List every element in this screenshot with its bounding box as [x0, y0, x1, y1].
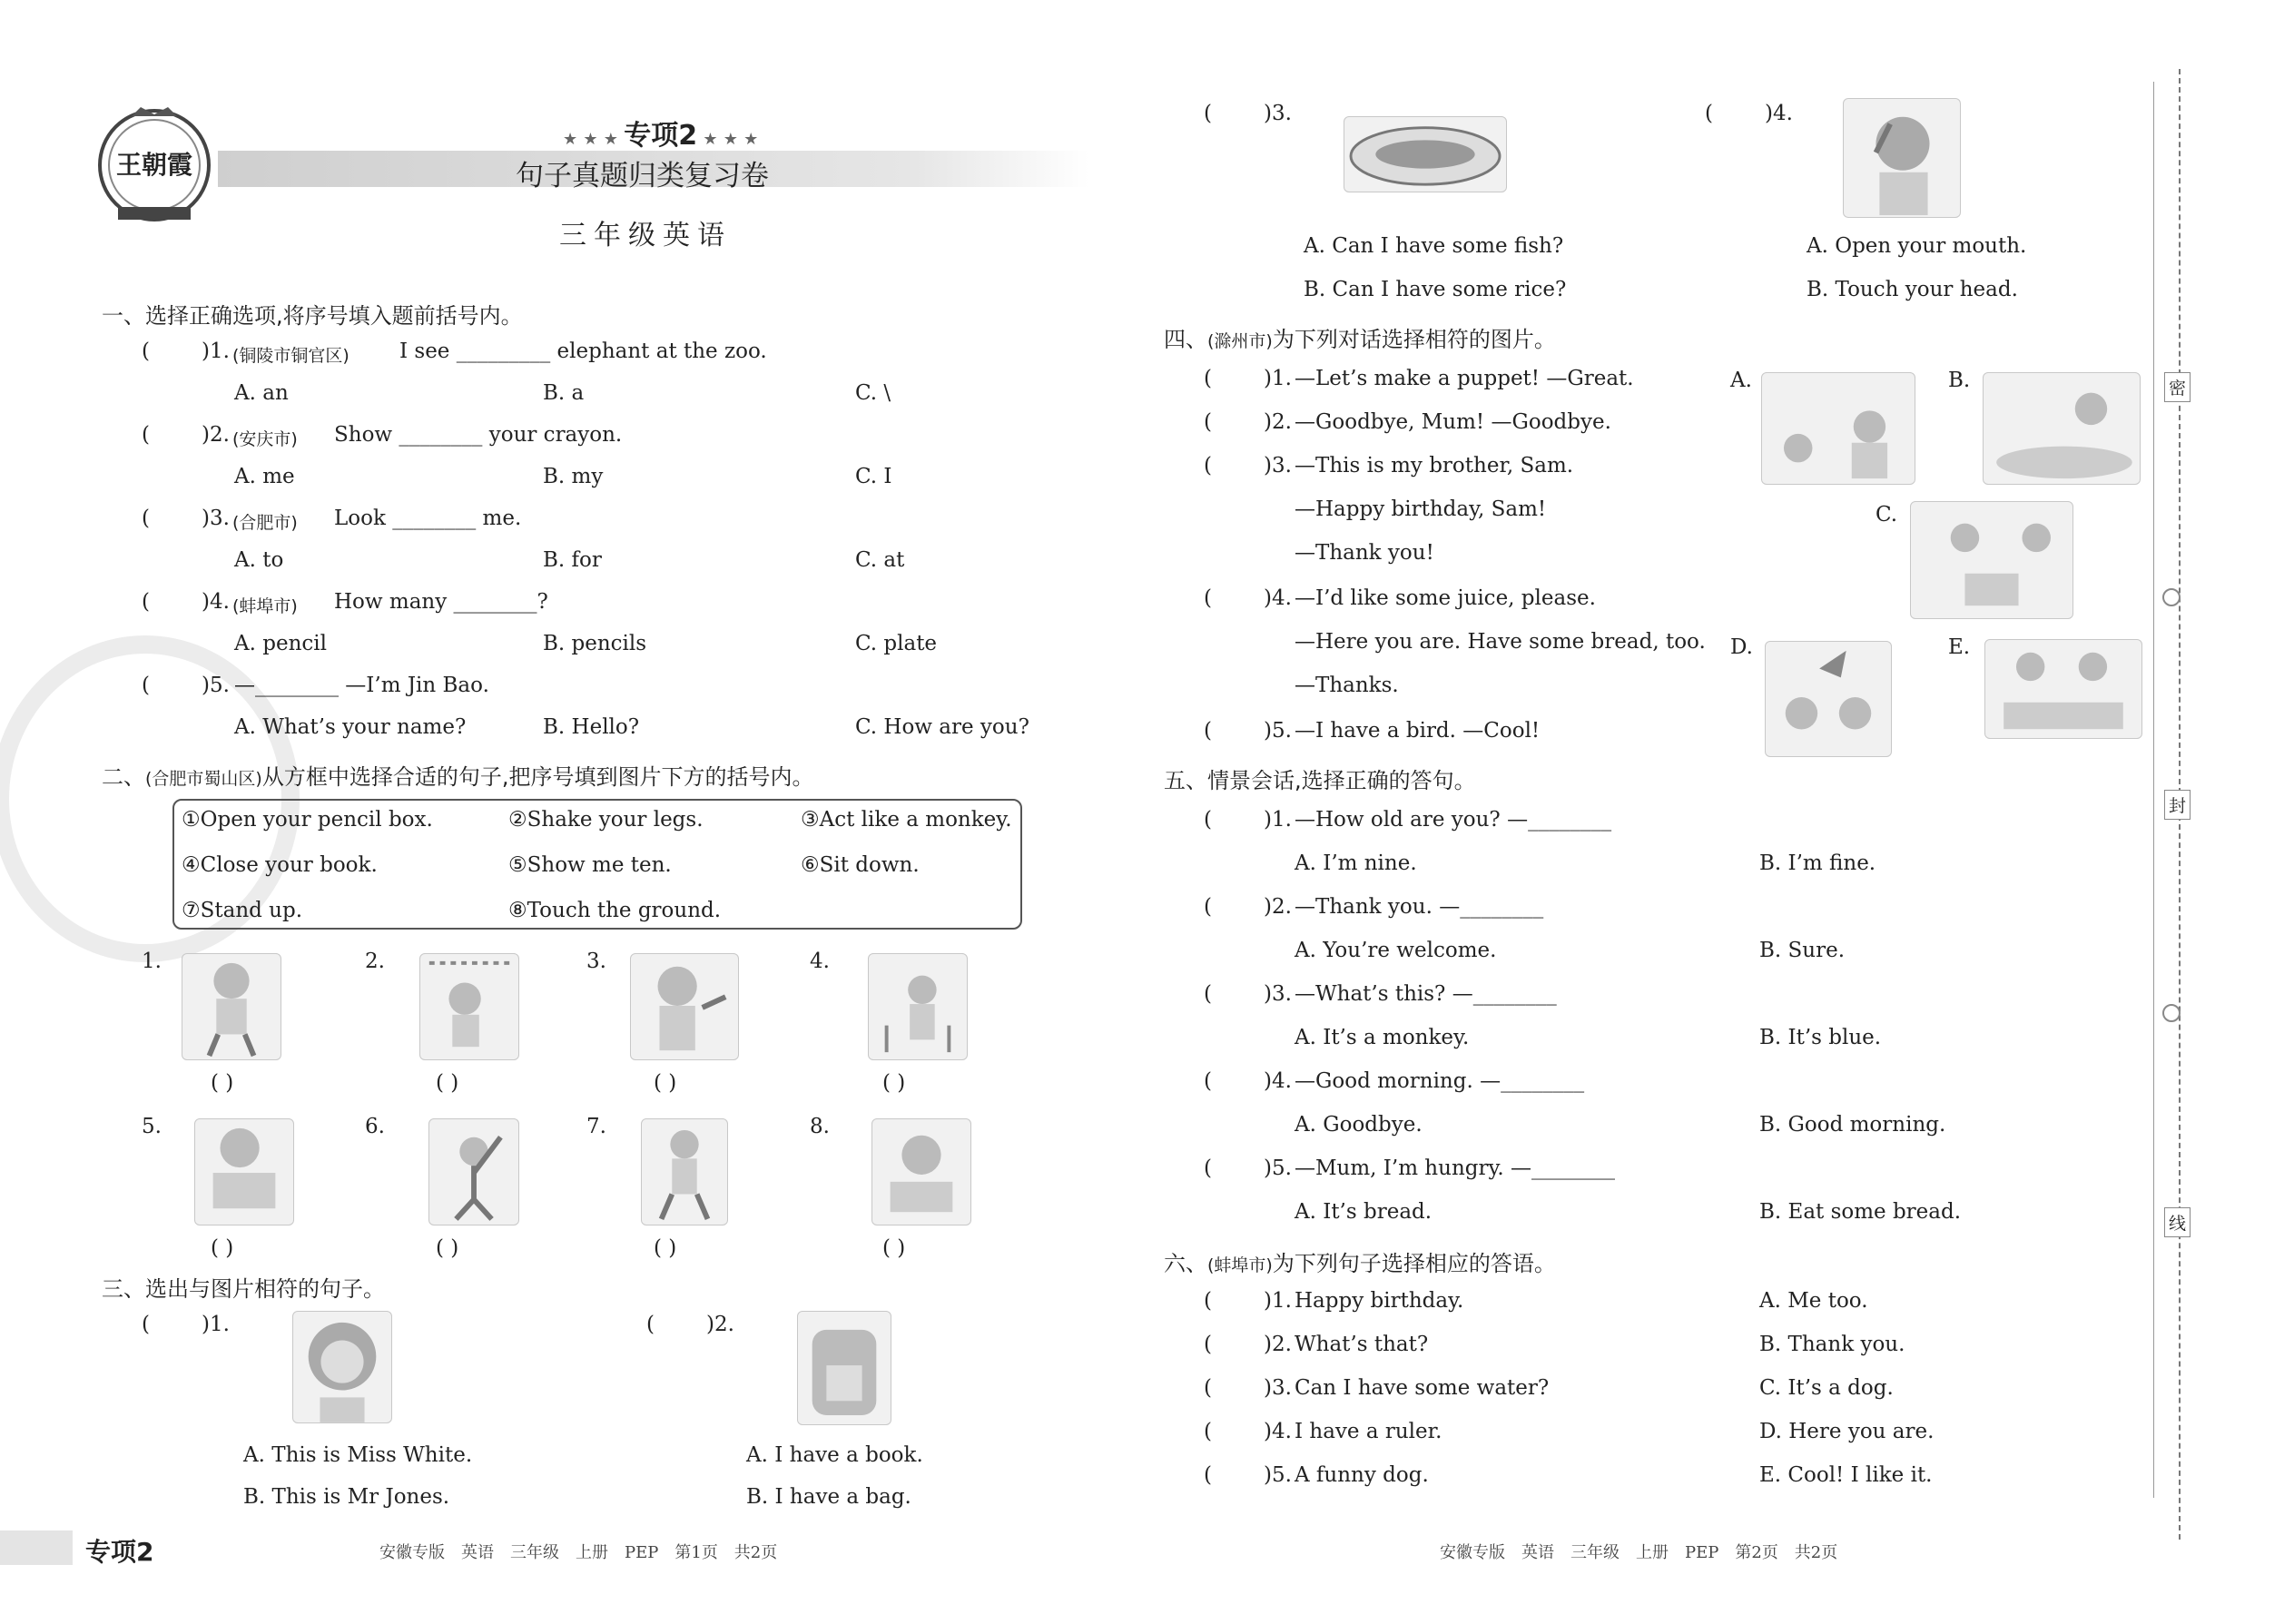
answer-paren[interactable]: (: [1204, 1069, 1212, 1093]
series-label: ★ ★ ★ 专项2 ★ ★ ★: [563, 120, 759, 152]
answer-paren[interactable]: ( ): [654, 1071, 677, 1095]
picture-touch-head: [1843, 98, 1961, 218]
pic-label-a: A.: [1730, 369, 1752, 392]
pic-label-e: E.: [1948, 635, 1971, 659]
box-option: ①Open your pencil box.: [182, 808, 433, 832]
binding-hole-icon: [2162, 588, 2181, 606]
binding-vertical-line: [2153, 82, 2154, 1498]
pic-label-b: B.: [1948, 369, 1971, 392]
picture-woman-portrait: [292, 1311, 392, 1423]
box-option: ⑤Show me ten.: [508, 853, 672, 877]
box-option: ⑥Sit down.: [801, 853, 920, 877]
answer-paren[interactable]: ( ): [882, 1236, 906, 1260]
binding-mark: 密: [2164, 372, 2191, 402]
answer-paren[interactable]: (: [142, 507, 150, 530]
box-option: ②Shake your legs.: [508, 808, 704, 832]
picture-puppet-making: [1761, 372, 1915, 485]
picture-close-book: [871, 1118, 971, 1225]
answer-paren[interactable]: (: [142, 340, 150, 363]
answer-paren[interactable]: (: [1204, 367, 1212, 390]
binding-mark: 线: [2164, 1207, 2191, 1237]
answer-paren[interactable]: (: [142, 590, 150, 614]
box-option: ⑧Touch the ground.: [508, 899, 722, 922]
picture-fish-plate: [1344, 116, 1507, 192]
picture-touch-ground: [419, 953, 519, 1060]
answer-paren[interactable]: (: [1204, 1289, 1212, 1313]
answer-paren[interactable]: ( ): [654, 1236, 677, 1260]
footer-page2: 安徽专版 英语 三年级 上册 PEP 第2页 共2页: [1440, 1543, 1838, 1562]
answer-paren[interactable]: (: [1204, 410, 1212, 434]
picture-shake-legs: [182, 953, 281, 1060]
answer-paren[interactable]: ( ): [211, 1236, 234, 1260]
section5-heading: 五、情景会话,选择正确的答句。: [1164, 768, 1476, 793]
picture-school-bag: [797, 1311, 891, 1425]
answer-paren[interactable]: (: [1705, 102, 1713, 125]
answer-paren[interactable]: ( ): [211, 1071, 234, 1095]
answer-paren[interactable]: (: [1204, 719, 1212, 743]
answer-paren[interactable]: (: [1204, 586, 1212, 610]
answer-paren[interactable]: (: [142, 674, 150, 697]
section6-heading: 六、(蚌埠市)为下列句子选择相应的答语。: [1164, 1251, 1556, 1276]
logo-text: 王朝霞: [116, 150, 193, 180]
section4-heading: 四、(滁州市)为下列对话选择相符的图片。: [1164, 327, 1556, 352]
answer-paren[interactable]: ( ): [882, 1071, 906, 1095]
section2-heading: 二、(合肥市蜀山区)从方框中选择合适的句子,把序号填到图片下方的括号内。: [102, 764, 814, 790]
box-option: ④Close your book.: [182, 853, 378, 877]
box-option: ⑦Stand up.: [182, 899, 303, 922]
answer-paren[interactable]: ( ): [436, 1071, 459, 1095]
section3-heading: 三、选出与图片相符的句子。: [102, 1276, 385, 1302]
answer-paren[interactable]: (: [646, 1313, 655, 1336]
answer-paren[interactable]: (: [142, 423, 150, 447]
footer-section-label: 专项2: [85, 1537, 154, 1567]
answer-paren[interactable]: (: [1204, 1333, 1212, 1356]
binding-mark: 封: [2164, 790, 2191, 820]
picture-birthday-cake: [1910, 501, 2073, 619]
binding-hole-icon: [2162, 1004, 2181, 1022]
answer-paren[interactable]: (: [1204, 1420, 1212, 1443]
page-title: 句子真题归类复习卷: [516, 160, 769, 192]
pic-label-d: D.: [1730, 635, 1753, 659]
picture-act-like-monkey: [428, 1118, 519, 1225]
picture-goodbye-mum: [1984, 639, 2142, 739]
picture-open-pencil-box: [194, 1118, 294, 1225]
answer-paren[interactable]: ( ): [436, 1236, 459, 1260]
answer-paren[interactable]: (: [1204, 454, 1212, 477]
picture-bird: [1765, 641, 1892, 757]
footer-tab: [0, 1530, 73, 1565]
footer-page1: 安徽专版 英语 三年级 上册 PEP 第1页 共2页: [379, 1543, 778, 1562]
answer-paren[interactable]: (: [1204, 1463, 1212, 1487]
picture-juice-bread: [1983, 372, 2141, 485]
picture-stand-up: [868, 953, 968, 1060]
answer-paren[interactable]: (: [1204, 895, 1212, 919]
page-subtitle: 三年级英语: [559, 220, 732, 251]
box-option: ③Act like a monkey.: [801, 808, 1012, 832]
picture-sit-down: [641, 1118, 728, 1225]
answer-paren[interactable]: (: [1204, 1156, 1212, 1180]
picture-show-ten: [630, 953, 739, 1060]
answer-paren[interactable]: (: [1204, 982, 1212, 1006]
answer-paren[interactable]: (: [1204, 102, 1212, 125]
logo-badge: [91, 100, 218, 227]
answer-paren[interactable]: (: [1204, 1376, 1212, 1400]
pic-label-c: C.: [1876, 503, 1898, 527]
answer-paren[interactable]: (: [142, 1313, 150, 1336]
answer-paren[interactable]: (: [1204, 808, 1212, 832]
section1-heading: 一、选择正确选项,将序号填入题前括号内。: [102, 303, 523, 329]
